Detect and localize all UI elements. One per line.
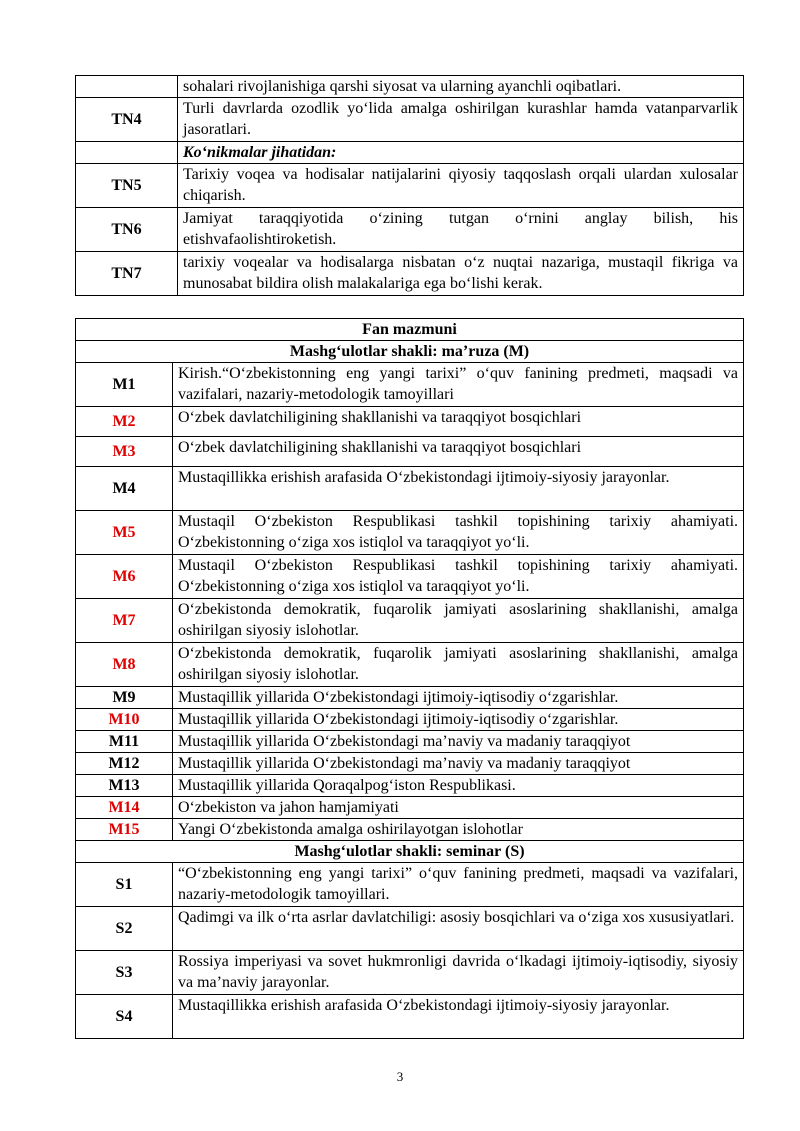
- table-row: [76, 252, 744, 296]
- seminar-section-heading: Mashg‘ulotlar shakli: seminar (S): [76, 841, 744, 863]
- lecture-code: M4: [76, 467, 173, 511]
- outcome-text: sohalari rivojlanishiga qarshi siyosat va ularning ayanchli oqibatlari.: [178, 76, 744, 98]
- outcome-code: TN7: [76, 252, 178, 296]
- outcome-code: TN4: [76, 98, 178, 142]
- lecture-code: M10: [76, 709, 173, 731]
- lecture-code: M2: [76, 407, 173, 437]
- lecture-topic: Yangi O‘zbekistonda amalga oshirilayotgan islohotlar: [173, 819, 744, 841]
- lecture-topic: Mustaqillik yillarida O‘zbekistondagi ijtimoiy-iqtisodiy o‘zgarishlar.: [173, 687, 744, 709]
- table-row: [76, 437, 744, 467]
- table-row: [76, 753, 744, 775]
- table-row: [76, 687, 744, 709]
- lecture-topic: O‘zbekistonda demokratik, fuqarolik jamiyati asoslarining shakllanishi, amalga oshirilgan siyosiy islohotlar.: [173, 599, 744, 643]
- seminar-code: S3: [76, 951, 173, 995]
- lecture-topic: Mustaqil O‘zbekiston Respublikasi tashkil topishining tarixiy ahamiyati. O‘zbekistonning o‘ziga xos istiqlol va taraqqiyot yo‘li.: [173, 511, 744, 555]
- section-heading-row: [76, 841, 744, 863]
- seminar-code: S4: [76, 995, 173, 1039]
- lecture-topic: O‘zbek davlatchiligining shakllanishi va taraqqiyot bosqichlari: [173, 407, 744, 437]
- lecture-code: M5: [76, 511, 173, 555]
- lecture-topic: Mustaqillikka erishish arafasida O‘zbekistondagi ijtimoiy-siyosiy jarayonlar.: [173, 467, 744, 511]
- outcome-text: Jamiyat taraqqiyotida o‘zining tutgan o‘rnini anglay bilish, his etishvafaolishtiroketish.: [178, 208, 744, 252]
- lecture-code: M8: [76, 643, 173, 687]
- table-title: Fan mazmuni: [76, 319, 744, 341]
- outcome-code: [76, 142, 178, 164]
- section-heading-row: [76, 341, 744, 363]
- lecture-code: M13: [76, 775, 173, 797]
- seminar-topic: Rossiya imperiyasi va sovet hukmronligi davrida o‘lkadagi ijtimoiy-iqtisodiy, siyosiy va ma’naviy jarayonlar.: [173, 951, 744, 995]
- table-row: [76, 599, 744, 643]
- lecture-topic: Mustaqillik yillarida Qoraqalpog‘iston Respublikasi.: [173, 775, 744, 797]
- table-row: [76, 208, 744, 252]
- table-row: [76, 555, 744, 599]
- lecture-code: M1: [76, 363, 173, 407]
- lecture-code: M15: [76, 819, 173, 841]
- seminar-topic: Qadimgi va ilk o‘rta asrlar davlatchiligi: asosiy bosqichlari va o‘ziga xos xususiyatlari.: [173, 907, 744, 951]
- lecture-code: M12: [76, 753, 173, 775]
- table-row: [76, 797, 744, 819]
- lecture-topic: O‘zbek davlatchiligining shakllanishi va taraqqiyot bosqichlari: [173, 437, 744, 467]
- table-row: [76, 98, 744, 142]
- table-row: [76, 467, 744, 511]
- course-content-table: [75, 318, 744, 1039]
- outcome-text: Tarixiy voqea va hodisalar natijalarini qiyosiy taqqoslash orqali ulardan xulosalar chiqarish.: [178, 164, 744, 208]
- seminar-topic: “O‘zbekistonning eng yangi tarixi” o‘quv fanining predmeti, maqsadi va vazifalari, nazariy-metodologik tamoyillari.: [173, 863, 744, 907]
- page-number: 3: [396, 1069, 404, 1084]
- table-row: [76, 511, 744, 555]
- skills-subheading: Ko‘nikmalar jihatidan:: [178, 142, 744, 164]
- table-row: [76, 164, 744, 208]
- outcome-code: TN6: [76, 208, 178, 252]
- lecture-code: M3: [76, 437, 173, 467]
- lecture-topic: Mustaqil O‘zbekiston Respublikasi tashkil topishining tarixiy ahamiyati. O‘zbekistonning o‘ziga xos istiqlol va taraqqiyot yo‘li.: [173, 555, 744, 599]
- table-row: [76, 819, 744, 841]
- outcome-code: [76, 76, 178, 98]
- table-row: [76, 951, 744, 995]
- lecture-code: M11: [76, 731, 173, 753]
- table-row: [76, 709, 744, 731]
- table-row: [76, 775, 744, 797]
- learning-outcomes-table: [75, 75, 744, 296]
- table-row: [76, 76, 744, 98]
- lecture-code: M7: [76, 599, 173, 643]
- lecture-code: M9: [76, 687, 173, 709]
- seminar-code: S1: [76, 863, 173, 907]
- outcome-text: Turli davrlarda ozodlik yo‘lida amalga oshirilgan kurashlar hamda vatanparvarlik jasoratlari.: [178, 98, 744, 142]
- table-row: [76, 731, 744, 753]
- table-row: [76, 363, 744, 407]
- table-row: [76, 643, 744, 687]
- table-title-row: [76, 319, 744, 341]
- table-row: [76, 995, 744, 1039]
- table-row: [76, 142, 744, 164]
- lecture-topic: O‘zbekiston va jahon hamjamiyati: [173, 797, 744, 819]
- table-row: [76, 907, 744, 951]
- table-row: [76, 407, 744, 437]
- seminar-code: S2: [76, 907, 173, 951]
- lecture-code: M14: [76, 797, 173, 819]
- lecture-code: M6: [76, 555, 173, 599]
- lecture-topic: Mustaqillik yillarida O‘zbekistondagi ijtimoiy-iqtisodiy o‘zgarishlar.: [173, 709, 744, 731]
- seminar-topic: Mustaqillikka erishish arafasida O‘zbekistondagi ijtimoiy-siyosiy jarayonlar.: [173, 995, 744, 1039]
- table-row: [76, 863, 744, 907]
- lecture-topic: Mustaqillik yillarida O‘zbekistondagi ma’naviy va madaniy taraqqiyot: [173, 753, 744, 775]
- lecture-section-heading: Mashg‘ulotlar shakli: ma’ruza (M): [76, 341, 744, 363]
- lecture-topic: Mustaqillik yillarida O‘zbekistondagi ma’naviy va madaniy taraqqiyot: [173, 731, 744, 753]
- outcome-text: tarixiy voqealar va hodisalarga nisbatan o‘z nuqtai nazariga, mustaqil fikriga va munosabat bildira olish malakalariga ega bo‘lishi kerak.: [178, 252, 744, 296]
- lecture-topic: O‘zbekistonda demokratik, fuqarolik jamiyati asoslarining shakllanishi, amalga oshirilgan siyosiy islohotlar.: [173, 643, 744, 687]
- lecture-topic: Kirish.“O‘zbekistonning eng yangi tarixi” o‘quv fanining predmeti, maqsadi va vazifalari, nazariy-metodologik tamoyillari: [173, 363, 744, 407]
- outcome-code: TN5: [76, 164, 178, 208]
